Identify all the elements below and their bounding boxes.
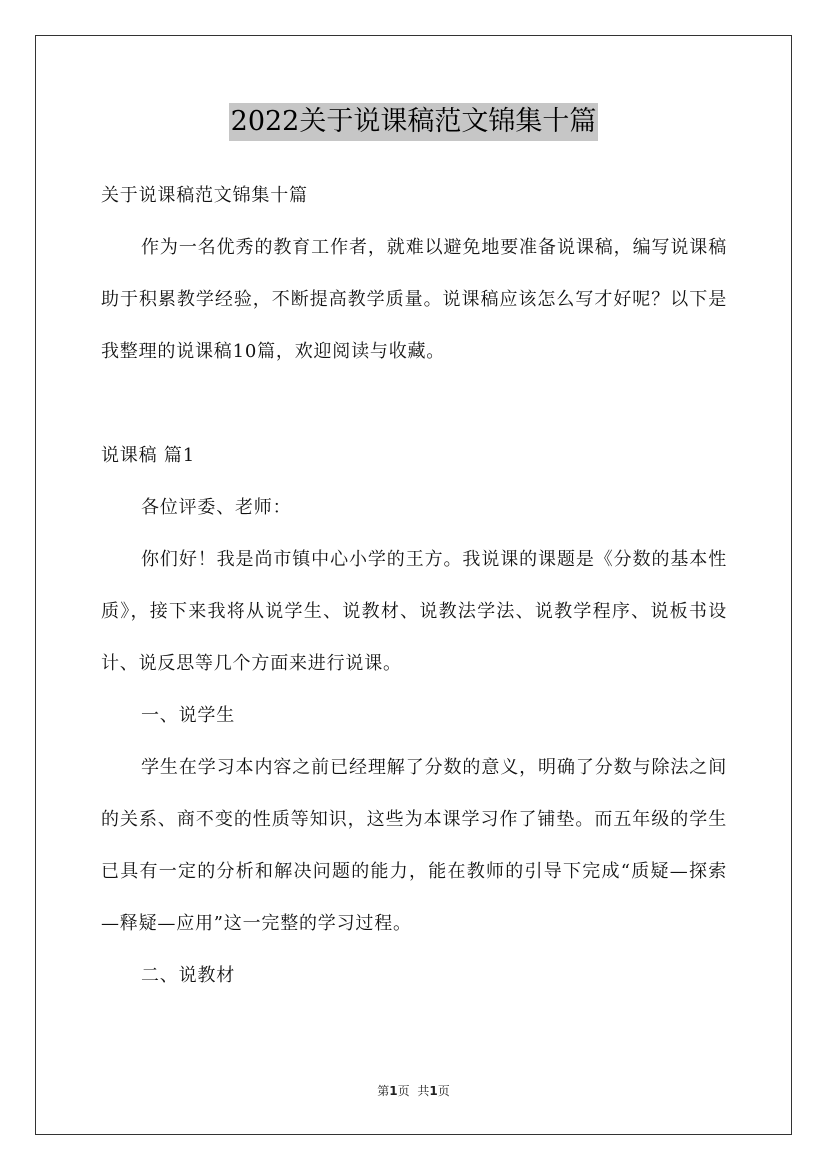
page-footer: [0, 1082, 827, 1099]
section-heading: 说课稿 篇1: [101, 445, 195, 466]
intro-paragraph: 作为一名优秀的教育工作者，就难以避免地要准备说课稿，编写说课稿助于积累教学经验，不断提高教学质量。说课稿应该怎么写才好呢？以下是我整理的说课稿10篇，欢迎阅读与收藏。: [101, 237, 727, 362]
heading-textbook: 二、说教材: [141, 965, 235, 986]
document-body: [101, 170, 727, 1002]
heading-students: 一、说学生: [141, 705, 235, 726]
document-title: 2022关于说课稿范文锦集十篇: [229, 103, 599, 141]
footer-total-pages: 1: [429, 1084, 438, 1098]
document-subtitle: 关于说课稿范文锦集十篇: [101, 185, 308, 206]
students-paragraph: 学生在学习本内容之前已经理解了分数的意义，明确了分数与除法之间的关系、商不变的性质等知识，这些为本课学习作了铺垫。而五年级的学生已具有一定的分析和解决问题的能力，能在教师的引导下完成“质疑—探索—释疑—应用”这一完整的学习过程。: [101, 757, 727, 934]
footer-page-suffix: 页: [397, 1084, 410, 1098]
greeting-paragraph: 各位评委、老师：: [141, 497, 292, 518]
footer-page-number: 1: [389, 1084, 398, 1098]
footer-total-suffix: 页: [437, 1084, 450, 1098]
footer-prefix: 第: [377, 1084, 390, 1098]
title-container: [0, 103, 827, 141]
footer-total-prefix: 共: [417, 1084, 430, 1098]
self-intro-paragraph: 你们好！我是尚市镇中心小学的王方。我说课的课题是《分数的基本性质》，接下来我将从说学生、说教材、说教法学法、说教学程序、说板书设计、说反思等几个方面来进行说课。: [101, 549, 727, 674]
